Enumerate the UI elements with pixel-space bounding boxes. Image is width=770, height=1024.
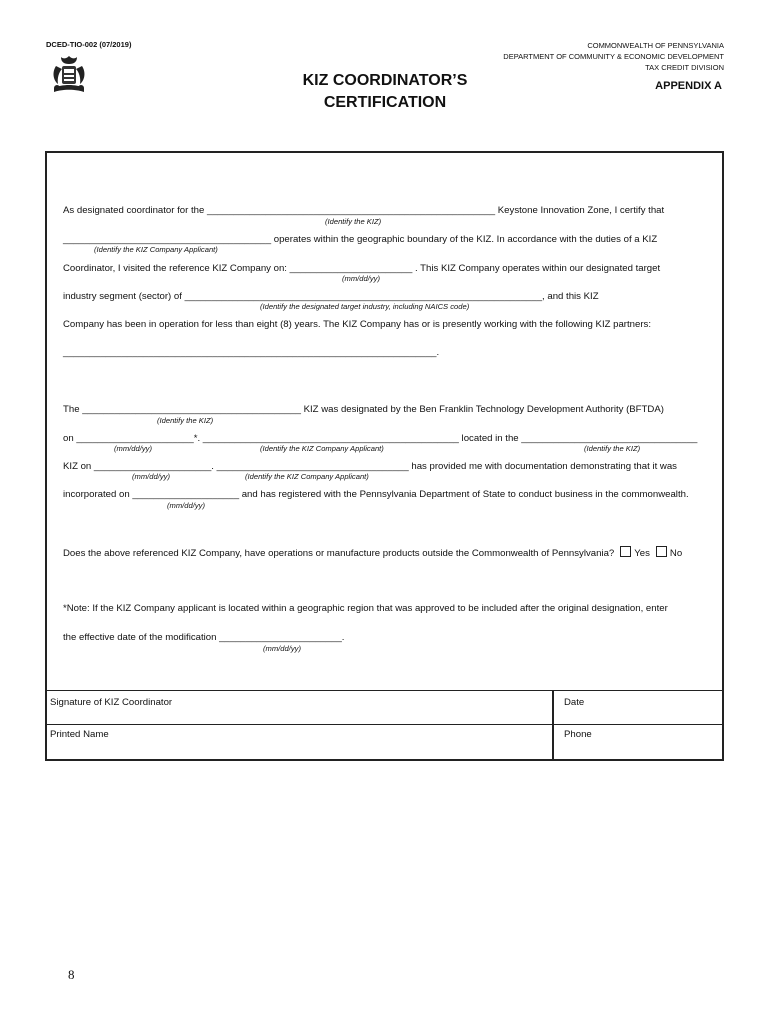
hint-identify-kiz: (Identify the KIZ) [157, 416, 214, 425]
hint-target-industry: (Identify the designated target industry, including NAICS code) [260, 302, 470, 311]
printed-name-field[interactable]: Printed Name [50, 729, 109, 740]
kiz-partners-field[interactable]: ______________________________________________________________________. [63, 347, 440, 358]
dept-line: COMMONWEALTH OF PENNSYLVANIA [587, 41, 724, 50]
printed-name-row [46, 724, 723, 759]
hint-company-applicant: (Identify the KIZ Company Applicant) [94, 245, 218, 254]
note-line-1: *Note: If the KIZ Company applicant is located within a geographic region that was approved to be included after the original designation, enter [63, 603, 668, 614]
hint-date: (mm/dd/yy) [342, 274, 380, 283]
question-text: Does the above referenced KIZ Company, have operations or manufacture products outside the Commonwealth of Pennsylvania? [63, 548, 615, 559]
dept-line: DEPARTMENT OF COMMUNITY & ECONOMIC DEVELOPMENT [503, 52, 724, 61]
cert-line-1: As designated coordinator for the ______________________________________________________ Keystone Innovation Zone, I certify that [63, 205, 665, 216]
coordinator-signature-field[interactable]: Signature of KIZ Coordinator [50, 697, 173, 708]
page-title [280, 70, 490, 114]
yes-label: Yes [634, 548, 650, 559]
page-number: 8 [68, 967, 75, 982]
title-line: CERTIFICATION [323, 94, 447, 111]
cert-line-4: industry segment (sector) of ___________________________________________________________________, and this KIZ [63, 291, 599, 302]
dept-line: TAX CREDIT DIVISION [645, 63, 724, 72]
cert-line-2: _______________________________________ operates within the geographic boundary of the KIZ. In accordance with the duties of a KIZ [63, 234, 658, 245]
hint-identify-kiz: (Identify the KIZ) [584, 444, 641, 453]
date-field[interactable]: Date [564, 697, 585, 708]
hint-date: (mm/dd/yy) [114, 444, 152, 453]
hint-company-applicant: (Identify the KIZ Company Applicant) [245, 472, 369, 481]
phone-field[interactable]: Phone [564, 729, 592, 740]
operations-question [63, 546, 682, 559]
pennsylvania-seal-icon [50, 54, 88, 96]
title-line: KIZ COORDINATOR’S [302, 72, 468, 89]
signature-table [46, 690, 723, 761]
cert-line-5: Company has been in operation for less than eight (8) years. The KIZ Company has or is presently working with the following KIZ partners: [63, 319, 651, 330]
designation-line-4: incorporated on ____________________ and has registered with the Pennsylvania Department of State to conduct business in the commonwealth. [63, 489, 689, 500]
designation-line-2: on ______________________*. ________________________________________________ located in the _________________________________ [63, 433, 698, 444]
no-label: No [669, 548, 683, 559]
hint-date: (mm/dd/yy) [132, 472, 170, 481]
hint-company-applicant: (Identify the KIZ Company Applicant) [260, 444, 384, 453]
hint-date: (mm/dd/yy) [263, 644, 301, 653]
designation-line-3: KIZ on ______________________. ____________________________________ has provided me with documentation demonstrating that it was [63, 461, 677, 472]
hint-date: (mm/dd/yy) [167, 501, 205, 510]
form-code: DCED-TIO-002 (07/2019) [46, 40, 132, 49]
department-header [503, 40, 724, 73]
modification-date-field[interactable]: the effective date of the modification _______________________. [63, 632, 345, 643]
hint-identify-kiz: (Identify the KIZ) [325, 217, 382, 226]
designation-line-1: The _________________________________________ KIZ was designated by the Ben Franklin Technology Development Authority (BFTDA) [63, 404, 664, 415]
yes-checkbox[interactable] [620, 546, 631, 557]
column-divider [552, 691, 554, 761]
appendix-label: APPENDIX A [655, 80, 722, 92]
cert-line-3: Coordinator, I visited the reference KIZ Company on: _______________________ . This KIZ Company operates within our designated target [63, 263, 661, 274]
no-checkbox[interactable] [656, 546, 667, 557]
